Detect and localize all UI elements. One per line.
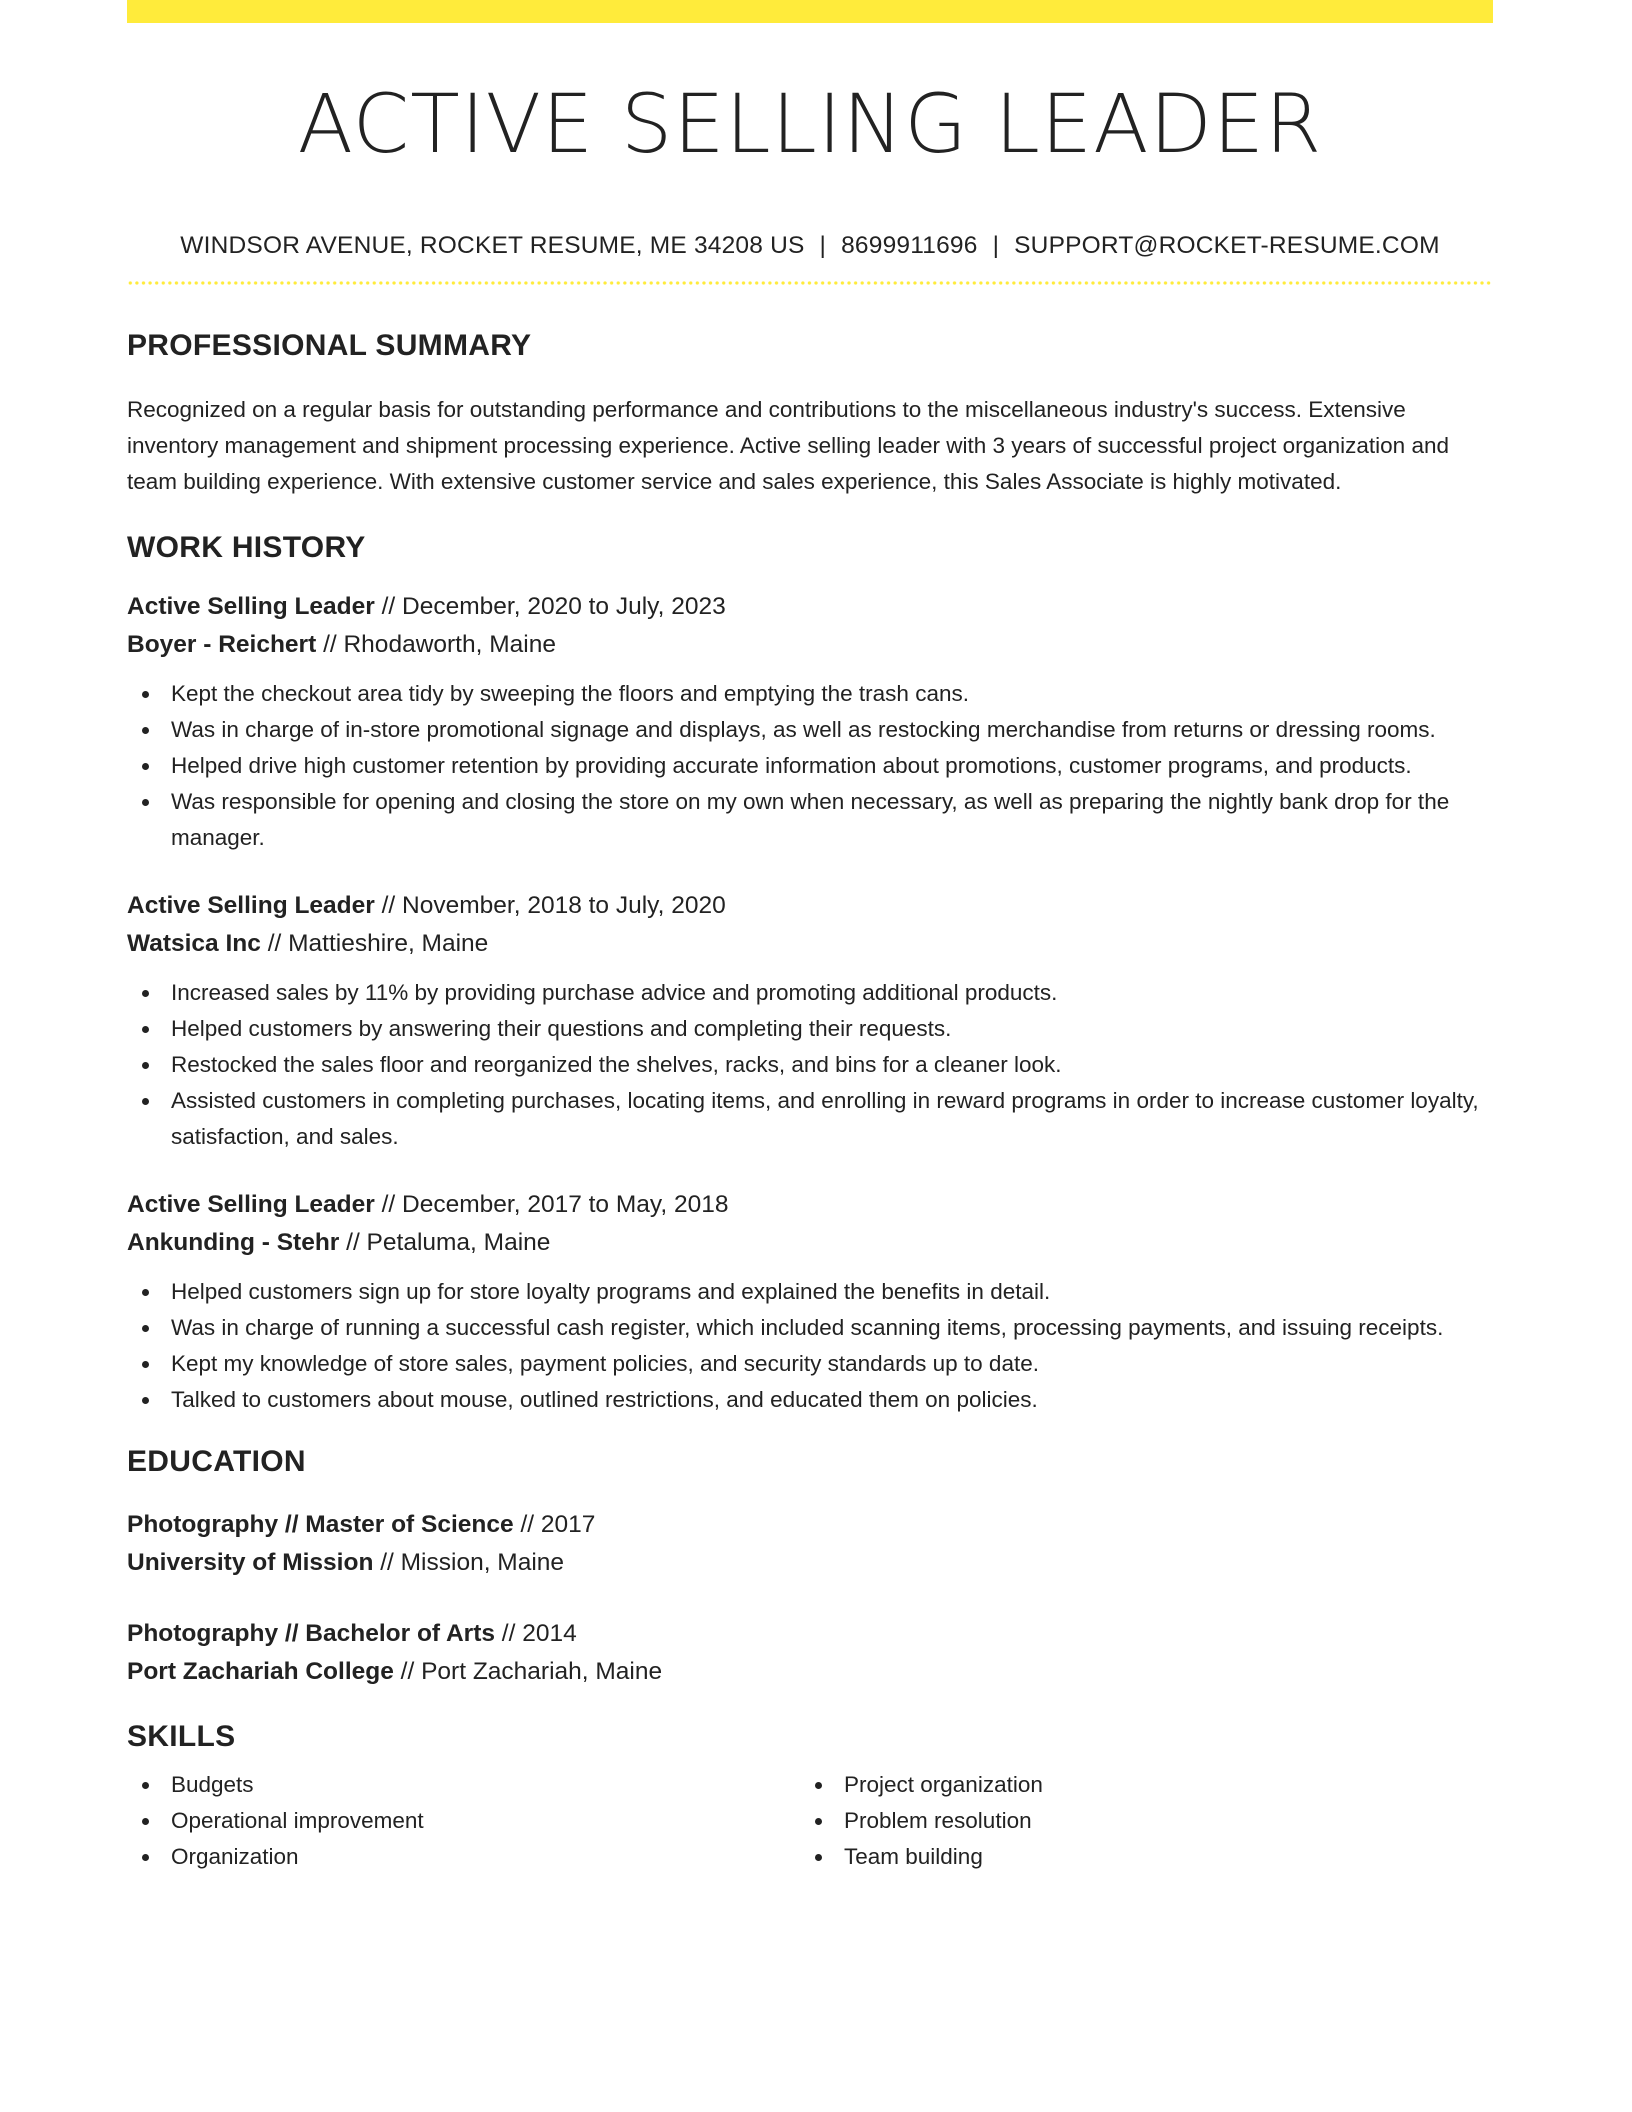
job-title-line [127,1186,1493,1224]
skill-item: Operational improvement [127,1803,800,1839]
contact-phone: 8699911696 [841,232,978,259]
list-item: Kept my knowledge of store sales, payment policies, and security standards up to date. [127,1346,1493,1382]
list-item: Kept the checkout area tidy by sweeping the floors and emptying the trash cans. [127,676,1493,712]
job-title-line [127,887,1493,925]
list-item: Restocked the sales floor and reorganized the shelves, racks, and bins for a cleaner look. [127,1047,1493,1083]
job-company-line [127,925,1493,963]
school-line [127,1653,1493,1691]
job-location: // Rhodaworth, Maine [316,631,556,658]
list-item: Was in charge of running a successful cash register, which included scanning items, processing payments, and issuing receipts. [127,1310,1493,1346]
dotted-divider [127,281,1493,285]
job-entry [127,588,1493,856]
job-entry [127,887,1493,1155]
education-entry [127,1506,1493,1582]
skill-item: Budgets [127,1767,800,1803]
list-item: Helped customers sign up for store loyalty programs and explained the benefits in detail. [127,1274,1493,1310]
contact-line [127,230,1493,262]
job-title: Active Selling Leader [127,1191,375,1218]
job-company-line [127,1224,1493,1262]
contact-email: SUPPORT@ROCKET-RESUME.COM [1014,232,1440,259]
job-company: Watsica Inc [127,930,261,957]
job-dates: // December, 2017 to May, 2018 [374,1191,729,1218]
work-history-heading: WORK HISTORY [127,531,366,564]
school-location: // Mission, Maine [373,1549,565,1576]
skill-item: Organization [127,1839,800,1875]
list-item: Helped drive high customer retention by providing accurate information about promotions, customer programs, and products. [127,748,1493,784]
job-entry [127,1186,1493,1418]
job-duties-list [127,975,1493,1155]
job-company-line [127,626,1493,664]
skills-list-left [127,1767,800,1875]
job-location: // Mattieshire, Maine [260,930,489,957]
degree: Photography // Master of Science [127,1511,514,1538]
school-name: University of Mission [127,1549,374,1576]
contact-address: WINDSOR AVENUE, ROCKET RESUME, ME 34208 US [180,232,805,259]
school-location: // Port Zachariah, Maine [393,1658,663,1685]
skills-list-right [800,1767,1473,1875]
job-duties-list [127,676,1493,856]
resume-title: ACTIVE SELLING LEADER [297,78,1323,172]
list-item: Was in charge of in-store promotional signage and displays, as well as restocking merchandise from returns or dressing rooms. [127,712,1493,748]
skill-item: Team building [800,1839,1473,1875]
contact-separator: | [819,232,827,259]
school-name: Port Zachariah College [127,1658,394,1685]
degree-line [127,1506,1493,1544]
education-entry [127,1615,1493,1691]
degree-line [127,1615,1493,1653]
list-item: Assisted customers in completing purchases, locating items, and enrolling in reward programs in order to increase customer loyalty, satisfaction, and sales. [127,1083,1493,1155]
list-item: Talked to customers about mouse, outlined restrictions, and educated them on policies. [127,1382,1493,1418]
summary-heading: PROFESSIONAL SUMMARY [127,329,532,362]
accent-top-bar [127,0,1493,23]
job-dates: // December, 2020 to July, 2023 [374,593,726,620]
contact-separator: | [992,232,1000,259]
job-title-line [127,588,1493,626]
job-duties-list [127,1274,1493,1418]
degree: Photography // Bachelor of Arts [127,1620,495,1647]
list-item: Helped customers by answering their questions and completing their requests. [127,1011,1493,1047]
skill-item: Project organization [800,1767,1473,1803]
job-company: Boyer - Reichert [127,631,317,658]
resume-page [127,0,1493,1875]
job-dates: // November, 2018 to July, 2020 [374,892,726,919]
graduation-year: // 2017 [513,1511,596,1538]
job-location: // Petaluma, Maine [339,1229,551,1256]
job-company: Ankunding - Stehr [127,1229,340,1256]
list-item: Increased sales by 11% by providing purchase advice and promoting additional products. [127,975,1493,1011]
skills-heading: SKILLS [127,1720,236,1753]
list-item: Was responsible for opening and closing the store on my own when necessary, as well as preparing the nightly bank drop for the manager. [127,784,1493,856]
job-title: Active Selling Leader [127,892,375,919]
summary-text: Recognized on a regular basis for outstanding performance and contributions to the miscellaneous industry's success. Extensive inventory management and shipment processing experience. Active selling leader with 3 years of successful project organization and team building experience. With extensive customer service and sales experience, this Sales Associate is highly motivated. [127,397,1449,494]
school-line [127,1544,1493,1582]
graduation-year: // 2014 [495,1620,577,1647]
skill-item: Problem resolution [800,1803,1473,1839]
skills-columns [127,1767,1493,1875]
education-heading: EDUCATION [127,1445,306,1478]
job-title: Active Selling Leader [127,593,375,620]
